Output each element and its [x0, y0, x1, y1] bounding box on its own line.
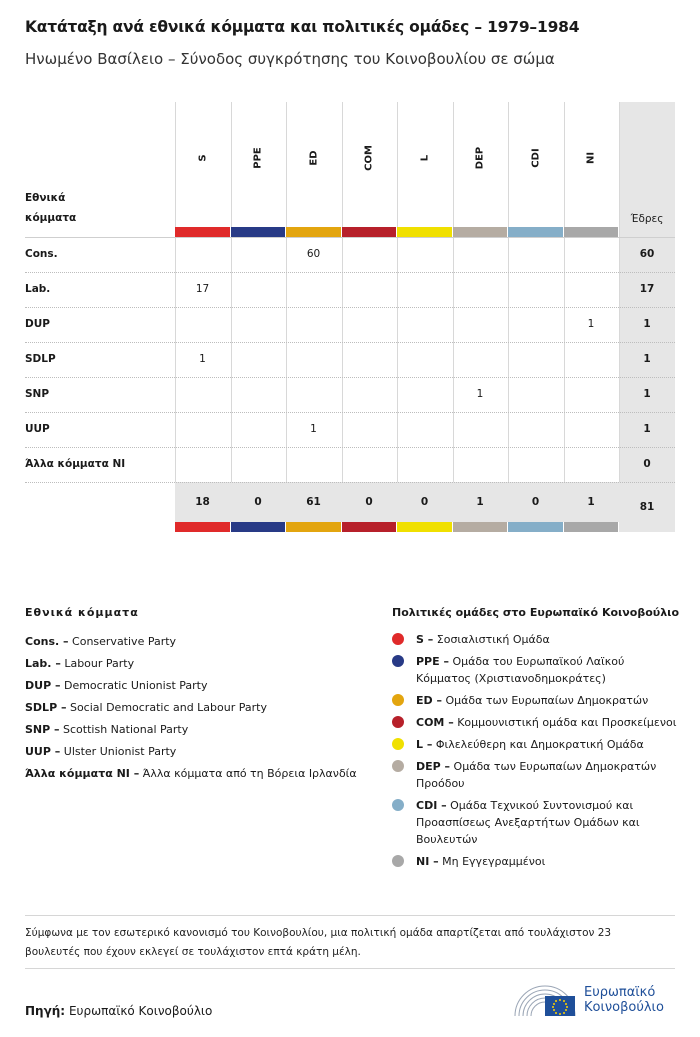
page-title: Κατάταξη ανά εθνικά κόμματα και πολιτικές ομάδες – 1979–1984 — [25, 18, 580, 36]
logo-text — [584, 985, 664, 1015]
party-full-name: Democratic Unionist Party — [63, 679, 208, 692]
seat-cell — [231, 412, 286, 447]
seat-cell — [175, 412, 230, 447]
seat-cell — [397, 342, 452, 377]
party-full-name: Scottish National Party — [63, 723, 189, 736]
row-seats-total: 17 — [639, 283, 655, 295]
party-full-name: Ulster Unionist Party — [63, 745, 177, 758]
group-total-dep: 1 — [476, 496, 484, 508]
column-header-label: DEP — [474, 146, 486, 170]
group-full-name: Ομάδα των Ευρωπαίων Δημοκρατών — [445, 694, 649, 707]
group-color-bar — [231, 227, 286, 237]
logo-text-line1: Ευρωπαϊκό — [584, 985, 656, 1000]
column-header-label: S — [197, 154, 208, 162]
group-color-bar — [175, 227, 230, 237]
seat-cell — [175, 447, 230, 482]
seat-cell — [175, 307, 230, 342]
group-color-dot-icon — [392, 855, 404, 867]
source-value: Ευρωπαϊκό Κοινοβούλιο — [68, 1004, 213, 1018]
page-subtitle: Ηνωμένο Βασίλειο – Σύνοδος συγκρότησης του Κοινοβουλίου σε σώμα — [25, 50, 555, 68]
party-abbreviation: Άλλα κόμματα NI – — [25, 767, 140, 780]
logo-text-line2: Κοινοβούλιο — [584, 1000, 664, 1015]
group-total-com: 0 — [365, 496, 373, 508]
group-color-dot-icon — [392, 633, 404, 645]
row-seats-total: 1 — [643, 388, 651, 400]
seat-cell — [564, 377, 619, 412]
row-header — [25, 188, 76, 228]
seat-cell — [231, 237, 286, 272]
political-groups-legend-title: Πολιτικές ομάδες στο Ευρωπαϊκό Κοινοβούλιο — [392, 606, 680, 619]
national-party-legend-item — [25, 741, 365, 763]
national-party-legend-item — [25, 719, 365, 741]
seat-cell — [453, 272, 508, 307]
row-header-line2: κόμματα — [25, 212, 77, 224]
seat-distribution-table — [25, 102, 675, 532]
party-row-label: UUP — [25, 423, 50, 435]
note-divider-bottom — [25, 968, 675, 969]
column-header-label: PPE — [252, 147, 264, 169]
row-seats-total: 0 — [643, 458, 651, 470]
grand-total: 81 — [639, 501, 655, 513]
column-header-cdi — [508, 102, 563, 227]
seat-cell — [175, 377, 230, 412]
seat-cell — [397, 237, 452, 272]
row-seats-total: 60 — [639, 248, 655, 260]
row-seats-total: 1 — [643, 353, 651, 365]
seat-cell — [175, 237, 230, 272]
group-total-ni: 1 — [587, 496, 595, 508]
row-seats-total: 1 — [643, 423, 651, 435]
party-abbreviation: Cons. – — [25, 635, 69, 648]
seat-cell — [453, 237, 508, 272]
party-abbreviation: SNP – — [25, 723, 60, 736]
seat-cell — [231, 342, 286, 377]
row-header-line1: Εθνικά — [25, 192, 66, 204]
group-color-dot-icon — [392, 738, 404, 750]
seat-cell: 1 — [476, 388, 484, 400]
group-color-dot-icon — [392, 655, 404, 667]
seat-cell — [508, 447, 563, 482]
group-color-dot-icon — [392, 799, 404, 811]
political-group-legend-item — [392, 797, 682, 848]
column-header-ppe — [231, 102, 286, 227]
seat-cell — [231, 307, 286, 342]
seat-cell — [342, 447, 397, 482]
group-color-dot-icon — [392, 760, 404, 772]
group-abbreviation: COM – — [416, 716, 454, 729]
national-party-legend-item — [25, 675, 365, 697]
party-row-label: Lab. — [25, 283, 51, 295]
seat-cell — [342, 412, 397, 447]
seat-cell — [286, 342, 341, 377]
seat-cell — [508, 272, 563, 307]
group-color-dot-icon — [392, 694, 404, 706]
group-color-bar-bottom — [286, 522, 341, 532]
group-color-bar-bottom — [175, 522, 230, 532]
party-row-label: SDLP — [25, 353, 56, 365]
group-color-bar — [508, 227, 563, 237]
party-row-label: DUP — [25, 318, 50, 330]
party-full-name: Labour Party — [64, 657, 135, 670]
seat-cell — [231, 447, 286, 482]
seat-cell: 1 — [310, 423, 317, 435]
seat-cell — [342, 272, 397, 307]
group-total-ppe: 0 — [254, 496, 262, 508]
party-abbreviation: UUP – — [25, 745, 61, 758]
political-group-legend-item — [392, 714, 682, 731]
seat-cell — [508, 237, 563, 272]
political-group-legend-item — [392, 758, 682, 792]
seat-cell: 60 — [306, 248, 321, 260]
group-full-name: Μη Εγγεγραμμένοι — [442, 855, 546, 868]
seat-cell — [342, 307, 397, 342]
group-full-name: Σοσιαλιστική Ομάδα — [436, 633, 550, 646]
column-header-dep — [453, 102, 508, 227]
row-seats-total: 1 — [643, 318, 651, 330]
seat-cell — [508, 307, 563, 342]
seat-cell — [453, 307, 508, 342]
column-header-label: ED — [308, 150, 319, 166]
group-abbreviation: ED – — [416, 694, 442, 707]
group-full-name: Ομάδα του Ευρωπαϊκού Λαϊκού Κόμματος (Χριστιανοδημοκράτες) — [416, 655, 625, 685]
seat-cell — [397, 412, 452, 447]
group-abbreviation: L – — [416, 738, 433, 751]
group-abbreviation: PPE – — [416, 655, 449, 668]
column-header-label: NI — [585, 151, 597, 165]
seat-cell — [286, 272, 341, 307]
seat-cell — [508, 412, 563, 447]
national-party-legend-item — [25, 653, 365, 675]
national-parties-legend-title: Εθνικά κόμματα — [25, 606, 139, 619]
footnote: Σύμφωνα με τον εσωτερικό κανονισμό του Κοινοβουλίου, μια πολιτική ομάδα απαρτίζεται από τουλάχιστον 23 βουλευτές που έχουν εκλεγεί σε τουλάχιστον επτά κράτη μέλη. — [25, 927, 612, 958]
seat-cell — [286, 447, 341, 482]
seat-cell — [564, 237, 619, 272]
group-color-bar — [564, 227, 619, 237]
group-full-name: Ομάδα των Ευρωπαίων Δημοκρατών Προόδου — [416, 760, 657, 790]
group-full-name: Ομάδα Τεχνικού Συντονισμού και Προασπίσεως Ανεξαρτήτων Ομάδων και Βουλευτών — [416, 799, 640, 846]
group-color-bar — [342, 227, 397, 237]
party-abbreviation: Lab. – — [25, 657, 61, 670]
national-party-legend-item — [25, 697, 365, 719]
national-parties-legend — [25, 606, 365, 785]
national-party-legend-item — [25, 763, 365, 785]
group-color-bar-bottom — [397, 522, 452, 532]
party-row-label: Άλλα κόμματα NI — [25, 458, 126, 470]
note-divider-top — [25, 915, 675, 916]
group-total-l: 0 — [420, 496, 429, 508]
group-color-dot-icon — [392, 716, 404, 728]
european-parliament-logo — [512, 980, 682, 1020]
group-color-bar — [453, 227, 508, 237]
political-group-legend-item — [392, 853, 682, 870]
seat-cell — [397, 272, 452, 307]
group-color-bar-bottom — [564, 522, 619, 532]
seat-cell — [453, 412, 508, 447]
column-header-label: L — [419, 154, 430, 162]
seat-cell — [564, 272, 619, 307]
parliament-hemicycle-icon — [512, 980, 578, 1020]
seat-cell — [564, 447, 619, 482]
political-group-legend-item — [392, 736, 682, 753]
group-color-bar-bottom — [231, 522, 286, 532]
group-color-bar-bottom — [342, 522, 397, 532]
seat-cell — [286, 307, 341, 342]
group-total-s: 18 — [195, 496, 210, 508]
seat-cell — [397, 307, 452, 342]
party-full-name: Conservative Party — [72, 635, 177, 648]
column-header-ni — [564, 102, 619, 227]
political-group-legend-item — [392, 692, 682, 709]
party-abbreviation: DUP – — [25, 679, 61, 692]
column-header-label: CDI — [530, 148, 541, 168]
political-group-legend-item — [392, 631, 682, 648]
seat-cell: 17 — [195, 283, 210, 295]
party-full-name: Άλλα κόμματα από τη Βόρεια Ιρλανδία — [142, 767, 357, 780]
group-color-bar — [397, 227, 452, 237]
seat-cell — [508, 342, 563, 377]
source-line — [25, 1004, 212, 1018]
group-abbreviation: CDI – — [416, 799, 447, 812]
column-header-l — [397, 102, 452, 227]
seat-cell — [342, 342, 397, 377]
party-full-name: Social Democratic and Labour Party — [69, 701, 267, 714]
group-abbreviation: S – — [416, 633, 434, 646]
seat-cell — [564, 342, 619, 377]
group-color-bar — [286, 227, 341, 237]
party-row-label: SNP — [25, 388, 50, 400]
seat-cell — [508, 377, 563, 412]
party-abbreviation: SDLP – — [25, 701, 67, 714]
seats-header: Έδρες — [630, 213, 664, 225]
column-header-ed — [286, 102, 341, 227]
national-party-legend-item — [25, 631, 365, 653]
political-groups-legend — [392, 606, 682, 875]
seat-cell — [564, 412, 619, 447]
seat-cell — [397, 447, 452, 482]
column-header-label: COM — [363, 145, 375, 171]
seat-cell — [342, 377, 397, 412]
group-full-name: Κομμουνιστική ομάδα και Προσκείμενοι — [457, 716, 677, 729]
seat-cell: 1 — [587, 318, 595, 330]
group-total-ed: 61 — [306, 496, 321, 508]
party-row-label: Cons. — [25, 248, 58, 260]
seat-cell — [453, 342, 508, 377]
seat-cell — [286, 377, 341, 412]
seat-cell — [231, 272, 286, 307]
source-label: Πηγή: — [25, 1004, 66, 1018]
group-color-bar-bottom — [508, 522, 563, 532]
column-header-com — [342, 102, 397, 227]
political-group-legend-item — [392, 653, 682, 687]
seat-cell — [342, 237, 397, 272]
group-color-bar-bottom — [453, 522, 508, 532]
seat-cell — [397, 377, 452, 412]
seat-cell: 1 — [199, 353, 206, 365]
group-total-cdi: 0 — [531, 496, 540, 508]
group-abbreviation: DEP – — [416, 760, 451, 773]
seat-cell — [453, 447, 508, 482]
group-full-name: Φιλελεύθερη και Δημοκρατική Ομάδα — [435, 738, 644, 751]
seat-cell — [231, 377, 286, 412]
column-header-s — [175, 102, 230, 227]
group-abbreviation: NI – — [416, 855, 439, 868]
